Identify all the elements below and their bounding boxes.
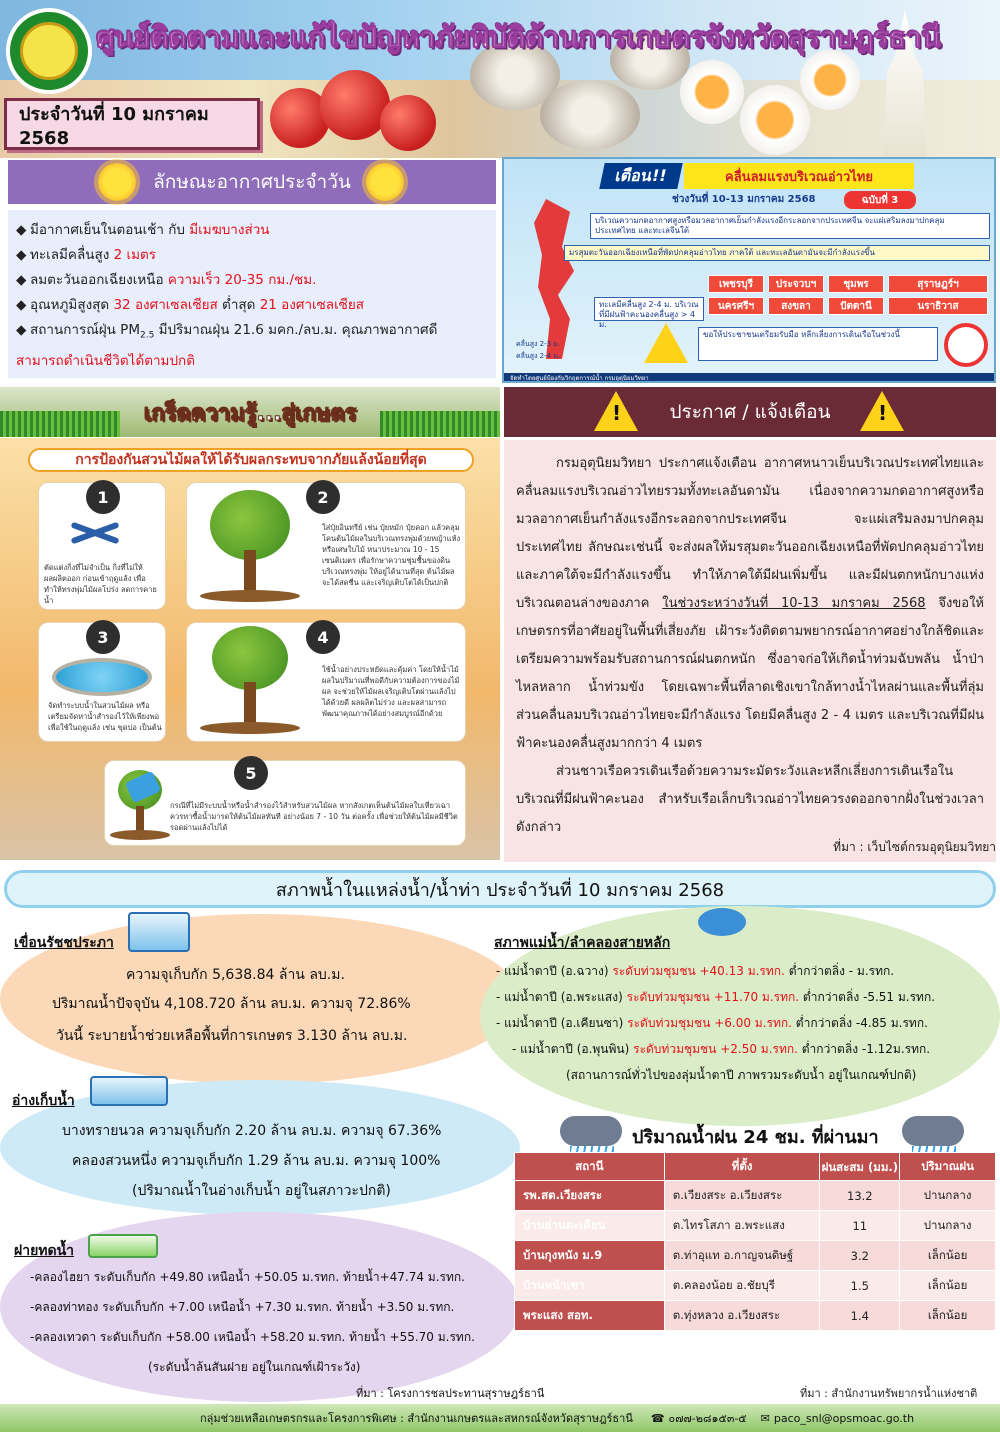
pruning-shears-icon — [70, 518, 150, 548]
dam-line: วันนี้ ระบายน้ำช่วยเหลือพื้นที่การเกษตร 3.130 ล้าน ลบ.ม. — [56, 1028, 408, 1044]
knowledge-heading — [0, 387, 500, 437]
step-text: ใส่ปุ๋ยอินทรีย์ เช่น ปุ๋ยหมัก ปุ๋ยคอก แล้วคลุมโคนต้นไม้ผลในบริเวณทรงพุ่มด้วยหญ้าแห้งหรือเศษใบไม้ หนาประมาณ 10 - 15 เซนติเมตร เพื่อรักษาความชุ่มชื้นของดินบริเวณทรงพุ่ม ให้อยู่ได้นานที่สุด ต้นไม้ผลจะได้สดชื่น และเจริญเติบโตได้เป็นปกติ — [322, 523, 461, 587]
tree-icon — [200, 490, 300, 605]
step-text: จัดทำระบบน้ำในสวนไม้ผล หรือเตรียมจัดหาน้ำสำรองไว้ให้เพียงพอ เพื่อใช้ในฤดูแล้ง เช่น ขุดบ่อ เป็นต้น — [48, 701, 162, 732]
river-title: สภาพแม่น้ำ/ลำคลองสายหลัก — [494, 935, 671, 951]
weather-line: ◆ ทะเลมีคลื่นสูง 2 เมตร — [16, 243, 488, 268]
weir-line: -คลองเทวดา ระดับเก็บกัก +58.00 เหนือน้ำ +58.20 ม.รทก. ท้ายน้ำ +55.70 ม.รทก. — [30, 1330, 475, 1344]
column-header: ฝนสะสม (มม.) — [820, 1153, 900, 1181]
sun-icon — [366, 163, 404, 201]
province-tag: ประจวบฯ — [768, 275, 824, 293]
announcement-heading — [504, 387, 996, 437]
river-note: (สถานการณ์ทั่วไปของลุ่มน้ำตาปี ภาพรวมระดับน้ำ อยู่ในเกณฑ์ปกติ) — [566, 1068, 917, 1082]
table-header-row — [515, 1153, 996, 1181]
date-label: ประจำวันที่ 10 มกราคม 2568 — [4, 98, 260, 150]
rain-table — [514, 1152, 996, 1331]
poster-period: ช่วงวันที่ 10-13 มกราคม 2568 — [672, 194, 816, 205]
rain-title: ปริมาณน้ำฝน 24 ชม. ที่ผ่านมา — [632, 1127, 879, 1148]
province-tag: นครศรีฯ — [708, 297, 764, 315]
no-boat-icon — [944, 323, 988, 367]
step-text: ตัดแต่งกิ่งที่ไม่จำเป็น กิ่งที่ไม่ให้ผลผลิตออก ก่อนเข้าฤดูแล้ง เพื่อทำให้ทรงพุ่มไม้ผลโปร่ง ลดการคายน้ำ — [44, 563, 157, 605]
knowledge-subheading: การป้องกันสวนไม้ผลให้ได้รับผลกระทบจากภัยแล้งน้อยที่สุด — [28, 448, 474, 472]
step-number: 5 — [234, 756, 268, 790]
weather-heading-text: ลักษณะอากาศประจำวัน — [153, 171, 351, 193]
weather-panel — [8, 210, 496, 378]
sun-icon — [98, 163, 136, 201]
dam-line: ปริมาณน้ำปัจจุบัน 4,108.720 ล้าน ลบ.ม. ความจุ 72.86% — [52, 996, 411, 1012]
pm25-line: ◆ สถานการณ์ฝุ่น $PM_{2.5}$ มีปริมาณฝุ่น 21.6 มคก./ลบ.ม. คุณภาพอากาศดี — [16, 318, 488, 349]
province-tag: สุราษฎร์ฯ — [888, 275, 988, 293]
warning-icon: ! — [594, 391, 638, 431]
step-number: 2 — [306, 480, 340, 514]
weir-line: -คลองไฮยา ระดับเก็บกัก +49.80 เหนือน้ำ +50.05 ม.รทก. ท้ายน้ำ+47.74 ม.รทก. — [30, 1270, 465, 1284]
rain-source: ที่มา : สำนักงานทรัพยากรน้ำแห่งชาติ — [800, 1387, 978, 1400]
step-number: 4 — [306, 620, 340, 654]
step-text: ใช้น้ำอย่างประหยัดและคุ้มค่า โดยให้น้ำไม้ผลในปริมาณที่พอดีกับความต้องการของไม้ผล จะช่วยให้ไม้ผลเจริญเติบโตผ่านแล้งไปได้ด้วยดี ผลผลิตไม่ร่วง และผลสามารถพัฒนาคุณภาพได้อย่างสมบูรณ์อีกด้วย — [322, 665, 460, 718]
legend-item: คลื่นสูง 2-3 ม. — [516, 340, 561, 348]
poster-footer: จัดทำโดยศูนย์ป้องกันวิกฤตการณ์น้ำ กรมอุตุนิยมวิทยา — [504, 373, 996, 383]
dam-line: ความจุเก็บกัก 5,638.84 ล้าน ลบ.ม. — [126, 967, 345, 983]
footer-email[interactable]: paco_snl@opsmoac.go.th — [773, 1411, 915, 1425]
poster-issue-badge: ฉบับที่ 3 — [844, 191, 916, 209]
phone-icon: ☎ — [650, 1411, 665, 1425]
rain-cloud-icon — [902, 1116, 964, 1146]
weir-line: (ระดับน้ำล้นสันฝาย อยู่ในเกณฑ์เฝ้าระวัง) — [148, 1360, 361, 1374]
thailand-map-icon — [514, 199, 594, 359]
reservoir-icon — [90, 1076, 168, 1106]
table-row: บ้านหน้าเขา ต.คลองน้อย อ.ชัยบุรี 1.5 เล็กน้อย — [515, 1271, 996, 1301]
warning-poster — [502, 157, 996, 383]
table-row: รพ.สต.เวียงสระ ต.เวียงสระ อ.เวียงสระ 13.2 ปานกลาง — [515, 1181, 996, 1211]
weir-title: ฝายทดน้ำ — [14, 1243, 75, 1259]
announcement-paragraph: ส่วนชาวเรือควรเดินเรือด้วยความระมัดระวังและหลีกเลี่ยงการเดินเรือในบริเวณที่มีฝนฟ้าคะนอง สำหรับเรือเล็กบริเวณอ่าวไทยควรงดออกจากฝั่งในช่วงเวลาดังกล่าว — [516, 764, 984, 835]
step-number: 3 — [86, 620, 120, 654]
announcement-paragraph: กรมอุตุนิยมวิทยา ประกาศแจ้งเตือน อากาศหนาวเย็นบริเวณประเทศไทยและคลื่นลมแรงบริเวณอ่าวไทยรวมทั้งทะเลอันดามัน เนื่องจากความกดอากาศสูงหรือมวลอากาศเย็นกำลังแรงอีกระลอกจากประเทศจีน จะแผ่เสริมลงมาปกคลุมประเทศไทย ลักษณะเช่นนี้ จะส่งผลให้มรสุมตะวันออกเฉียงเหนือที่พัดปกคลุมอ่าวไทยและภาคใต้จะมีกำลังแรงขึ้น ทำให้ภาคใต้มีฝนเพิ่มขึ้น และมีฝนตกหนักบางแห่งบริเวณตอนล่างของภาค ในช่วงระหว่างวันที่ 10-13 มกราคม 2568 จึงขอให้เกษตรกรที่อาศัยอยู่ในพื้นที่เสี่ยงภัย เฝ้าระวังติดตามพยากรณ์อากาศอย่างใกล้ชิดและเตรียมความพร้อมรับสถานการณ์ฝนตกหนัก ซึ่งอาจก่อให้เกิดน้ำท่วมฉับพลัน น้ำป่าไหลหลาก น้ำท่วมขัง โดยเฉพาะพื้นที่ลาดเชิงเขาใกล้ทางน้ำไหลผ่านและพื้นที่ลุ่ม ส่วนคลื่นลมบริเวณอ่าวไทยจะมีกำลังแรง โดยมีคลื่นสูง 2 - 4 เมตร และบริเวณที่มีฝนฟ้าคะนองคลื่นสูงมากกว่า 4 เมตร — [516, 456, 984, 751]
diamond-bullet-icon: ◆ — [16, 247, 27, 263]
column-header: ปริมาณฝน — [900, 1153, 996, 1181]
province-tag: ปัตตานี — [828, 297, 884, 315]
weather-line: ◆ ลมตะวันออกเฉียงเหนือ ความเร็ว 20-35 กม./ชม. — [16, 268, 488, 293]
legend-item: คลื่นสูง 2-4 ม. — [516, 352, 561, 360]
warning-icon — [644, 323, 688, 363]
province-tag: นราธิวาส — [888, 297, 988, 315]
reservoir-line: (ปริมาณน้ำในอ่างเก็บน้ำ อยู่ในสภาวะปกติ) — [132, 1183, 391, 1199]
reservoir-line: คลองสวนหนึ่ง ความจุเก็บกัก 1.29 ล้าน ลบ.ม. ความจุ 100% — [72, 1153, 441, 1169]
page-title: ศูนย์ติดตามและแก้ไขปัญหาภัยพิบัติด้านการเกษตรจังหวัดสุราษฎร์ธานี — [96, 20, 941, 54]
river-line: - แม่น้ำตาปี (อ.ฉวาง) ระดับท่วมชุมชน +40.13 ม.รทก. ต่ำกว่าตลิ่ง - ม.รทก. — [496, 964, 895, 978]
org-logo — [6, 8, 92, 94]
dam-title: เขื่อนรัชชประภา — [14, 935, 114, 951]
tree-icon — [200, 626, 300, 736]
mail-icon: ✉ — [760, 1411, 770, 1425]
reservoir-title: อ่างเก็บน้ำ — [12, 1093, 75, 1109]
dam-icon — [128, 912, 190, 952]
step-number: 1 — [86, 480, 120, 514]
province-tag: เพชรบุรี — [708, 275, 764, 293]
weather-line: ◆ อุณหภูมิสูงสุด 32 องศาเซลเซียส ต่ำสุด 21 องศาเซลเซียส — [16, 293, 488, 318]
pond-icon — [52, 658, 152, 696]
footer-phone: ๐๗๗-๒๘๑๕๓-๕ — [668, 1412, 747, 1425]
rain-cloud-icon — [560, 1116, 622, 1146]
diamond-bullet-icon: ◆ — [16, 272, 27, 288]
poster-info-box: ขอให้ประชาชนเตรียมรับมือ หลีกเลี่ยงการเดินเรือในช่วงนี้ — [698, 327, 938, 361]
announcement-body — [504, 440, 996, 862]
river-line: - แม่น้ำตาปี (อ.พุนพิน) ระดับท่วมชุมชน +2.50 ม.รทก. ต่ำกว่าตลิ่ง -1.12ม.รทก. — [512, 1042, 931, 1056]
column-header: ที่ตั้ง — [664, 1153, 820, 1181]
reservoir-line: บางทรายนวล ความจุเก็บกัก 2.20 ล้าน ลบ.ม. ความจุ 67.36% — [62, 1123, 442, 1139]
poster-info-box: ทะเลมีคลื่นสูง 2-4 ม. บริเวณที่มีฝนฟ้าคะนองคลื่นสูง > 4 ม. — [594, 297, 704, 321]
water-banner: สภาพน้ำในแหล่งน้ำ/น้ำท่า ประจำวันที่ 10 มกราคม 2568 — [4, 870, 996, 908]
poster-info-box: มรสุมตะวันออกเฉียงเหนือที่พัดปกคลุมอ่าวไทย ภาคใต้ และทะเลอันดามันจะมีกำลังแรงขึ้น — [564, 245, 990, 261]
fish-icon — [698, 908, 746, 936]
knowledge-heading-text: เกร็ดความรู้...สู่เกษตร — [143, 400, 357, 426]
pm25-line-2: สามารถดำเนินชีวิตได้ตามปกติ — [16, 352, 195, 369]
footer — [0, 1404, 1000, 1432]
weir-line: -คลองท่าทอง ระดับเก็บกัก +7.00 เหนือน้ำ +7.30 ม.รทก. ท้ายน้ำ +3.50 ม.รทก. — [30, 1300, 455, 1314]
weir-source: ที่มา : โครงการชลประทานสุราษฎร์ธานี — [356, 1387, 545, 1400]
weir-icon — [88, 1234, 158, 1258]
announcement-source: ที่มา : เว็บไซต์กรมอุตุนิยมวิทยา — [833, 840, 996, 854]
column-header: สถานี — [515, 1153, 665, 1181]
step-text: กรณีที่ไม่มีระบบน้ำหรือน้ำสำรองไว้สำหรับสวนไม้ผล หากสังเกตเห็นต้นไม้ผลใบเหี่ยวเฉา ควรหาซื้อน้ำมารดให้ต้นไม้ผลทันที อย่างน้อย 7 - 10 วัน ต่อครั้ง เพื่อช่วยให้ต้นไม้ผลมีชีวิตรอดผ่านแล้งไปได้ — [170, 801, 458, 832]
province-tag: ชุมพร — [828, 275, 884, 293]
river-line: - แม่น้ำตาปี (อ.เคียนซา) ระดับท่วมชุมชน +6.00 ม.รทก. ต่ำกว่าตลิ่ง -4.85 ม.รทก. — [496, 1016, 928, 1030]
province-tag: สงขลา — [768, 297, 824, 315]
river-line: - แม่น้ำตาปี (อ.พระแสง) ระดับท่วมชุมชน +11.70 ม.รทก. ต่ำกว่าตลิ่ง -5.51 ม.รทก. — [496, 990, 936, 1004]
weather-line: ◆ มีอากาศเย็นในตอนเช้า กับ มีเมฆบางส่วน — [16, 218, 488, 243]
table-row: พระแสง สอท. ต.ทุ่งหลวง อ.เวียงสระ 1.4 เล็กน้อย — [515, 1301, 996, 1331]
poster-title: คลื่นลมแรงบริเวณอ่าวไทย — [684, 163, 914, 189]
announcement-heading-text: ประกาศ / แจ้งเตือน — [669, 401, 831, 423]
poster-warn-label: เตือน!! — [599, 163, 683, 189]
diamond-bullet-icon: ◆ — [16, 222, 27, 238]
warning-icon: ! — [860, 391, 904, 431]
table-row: บ้านกุงหนัง ม.9 ต.ท่าอุแท อ.กาญจนดิษฐ์ 3.2 เล็กน้อย — [515, 1241, 996, 1271]
weather-heading — [8, 160, 496, 204]
diamond-bullet-icon: ◆ — [16, 297, 27, 313]
diamond-bullet-icon: ◆ — [16, 322, 27, 338]
table-row: บ้านย่านตะเคียน ต.ไทรโสภา อ.พระแสง 11 ปานกลาง — [515, 1211, 996, 1241]
footer-org: กลุ่มช่วยเหลือเกษตรกรและโครงการพิเศษ : สำนักงานเกษตรและสหกรณ์จังหวัดสุราษฎร์ธานี — [200, 1412, 633, 1425]
poster-info-box: บริเวณความกดอากาศสูงหรือมวลอากาศเย็นกำลังแรงอีกระลอกจากประเทศจีน จะแผ่เสริมลงมาปกคลุมประเทศไทย และทะเลจีนใต้ — [590, 213, 990, 239]
